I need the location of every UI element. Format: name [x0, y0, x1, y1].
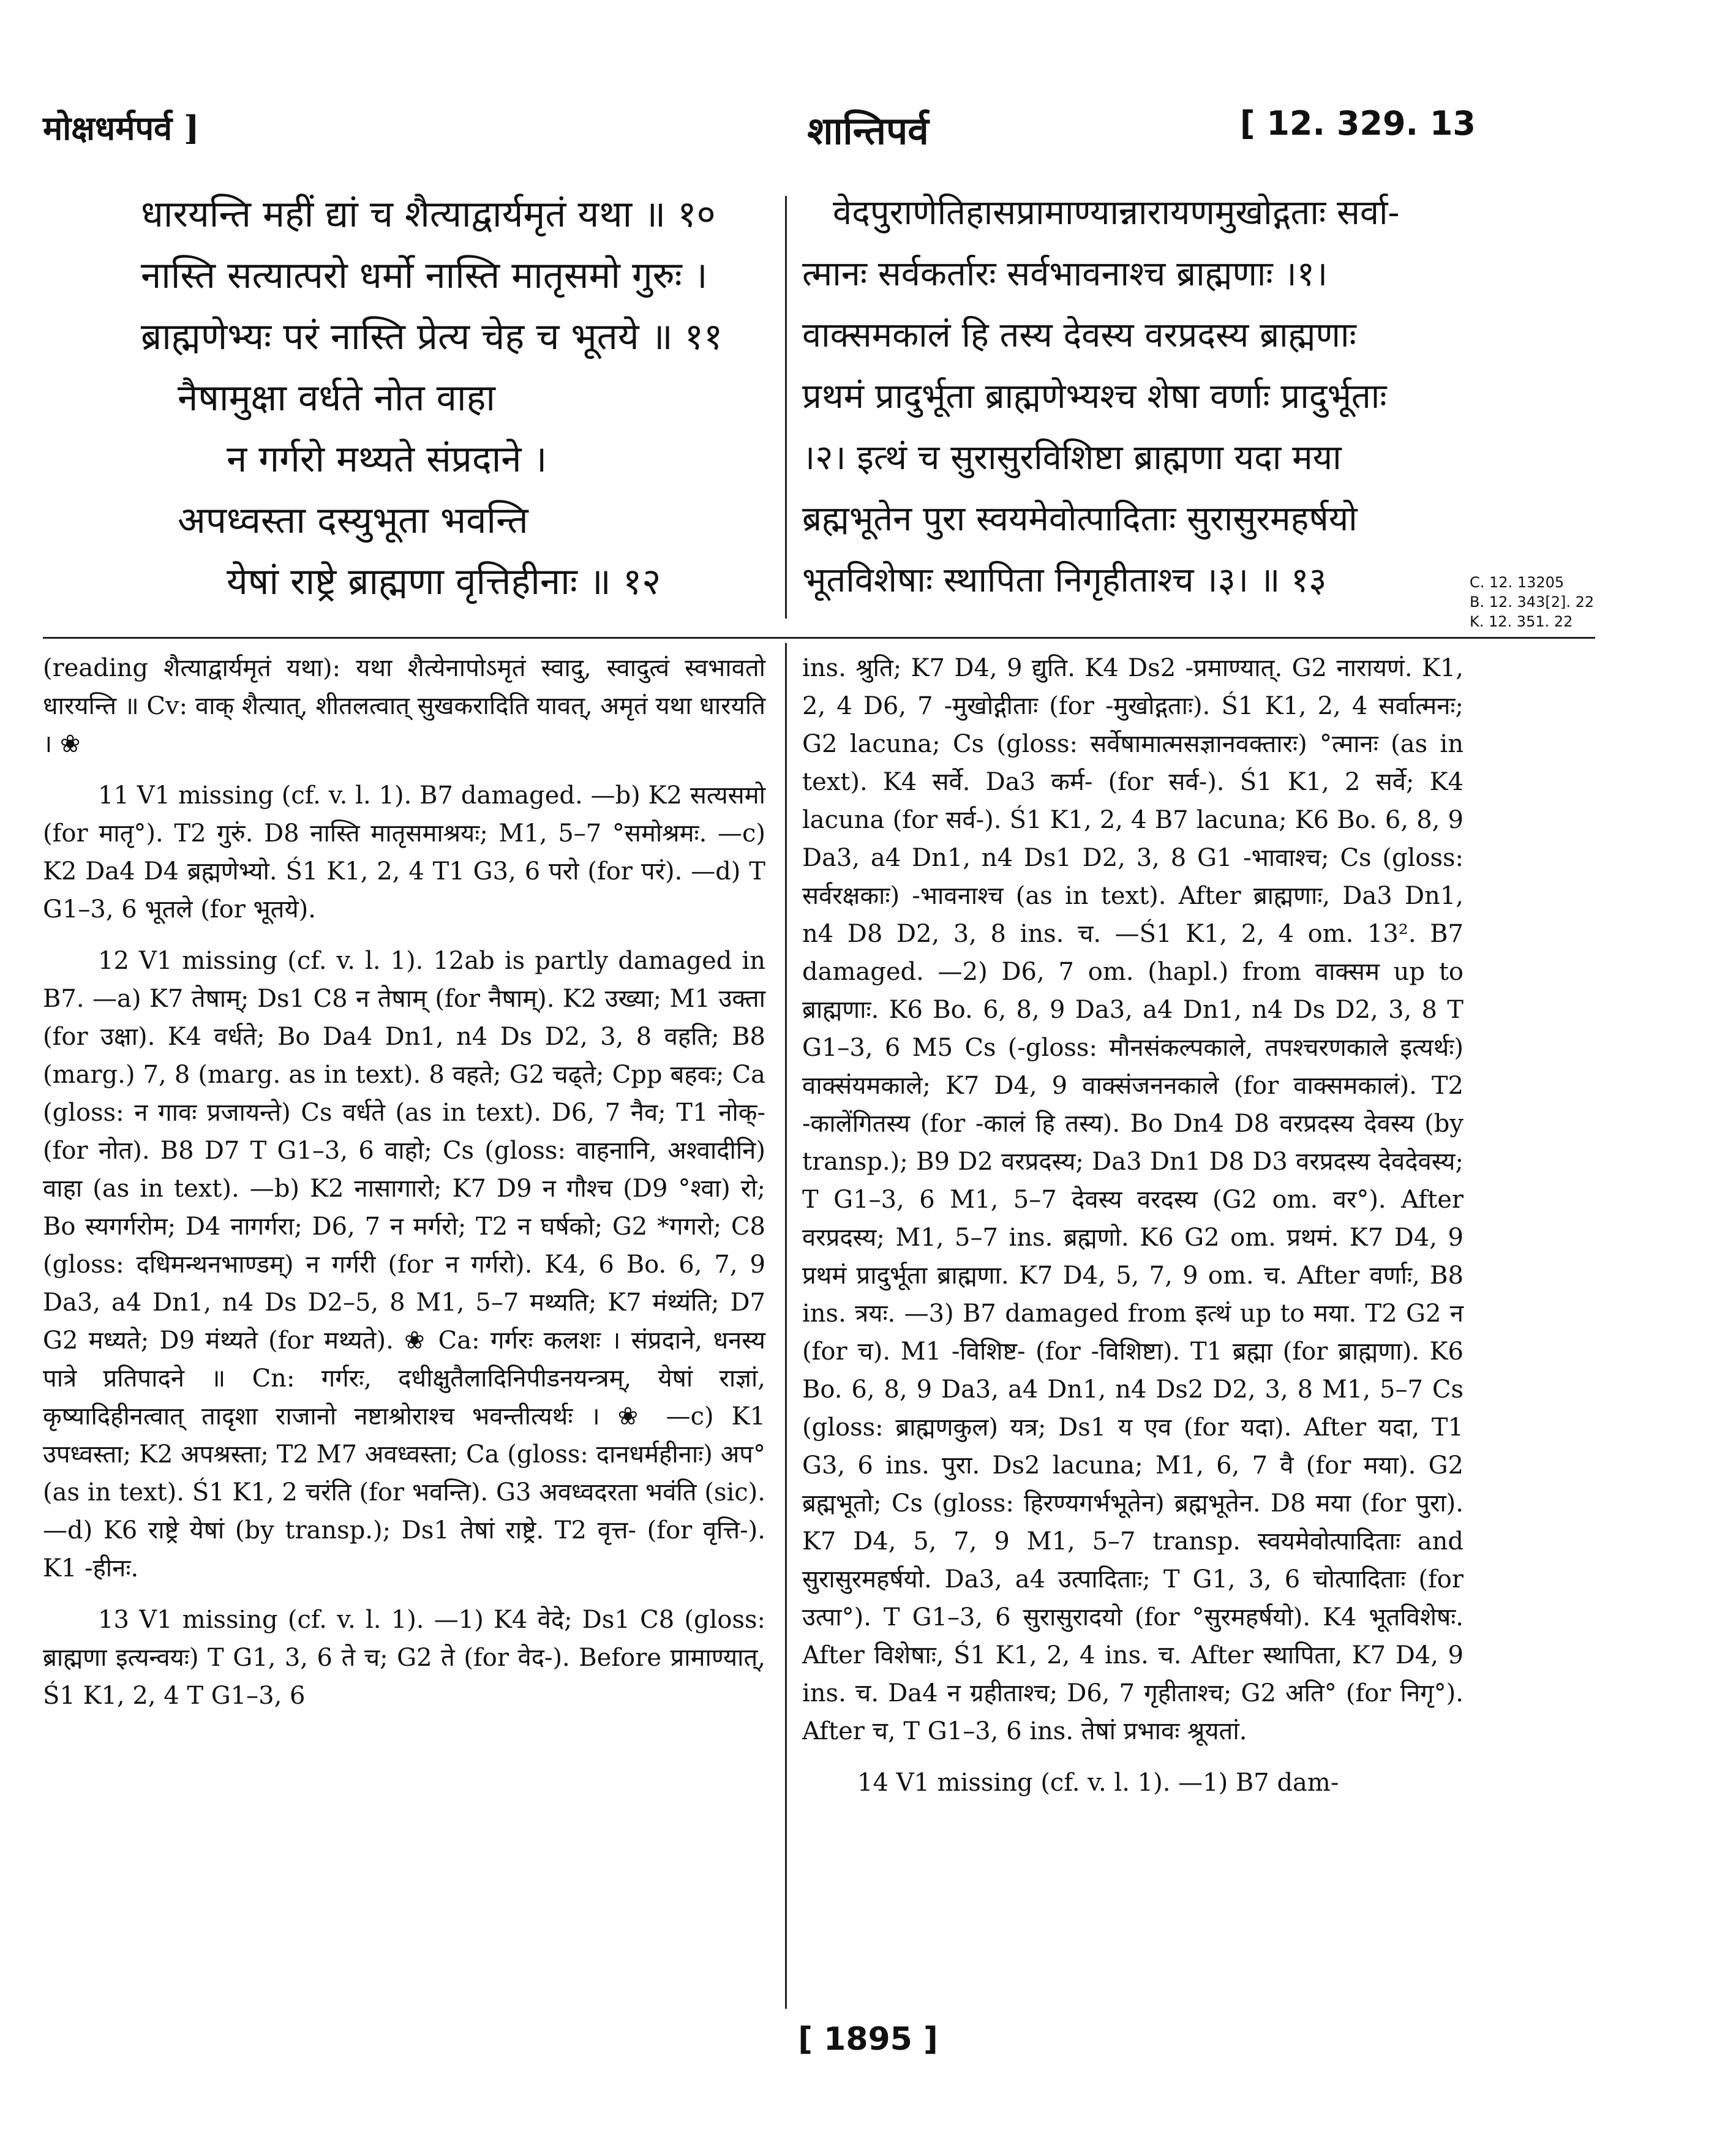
verse-line: भूतविशेषाः स्थापिता निगृहीताश्च ।३। ॥ १३	[802, 560, 1327, 600]
verse-line: अपध्वस्ता दस्युभूता भवन्ति	[178, 499, 528, 542]
verse-line: वाक्समकालं हि तस्य देवस्य वरप्रदस्य ब्राह्मणाः	[802, 315, 1356, 355]
concordance-ref: K. 12. 351. 22	[1470, 613, 1573, 630]
apparatus-note: (reading शैत्याद्वार्यमृतं यथा): यथा शैत्येनापोऽमृतं स्वादु, स्वादुत्वं स्वभावतो धारयन्ति ॥ Cv: वाक् शैत्यात्, शीतलत्वात् सुखकरादिति यावत्, अमृतं यथा धारयति । ❀	[43, 654, 765, 758]
page-number: [ 1895 ]	[798, 2021, 938, 2058]
verse-line: वेदपुराणेतिहासप्रामाण्यान्नारायणमुखोद्गताः सर्वा-	[833, 193, 1400, 233]
verse-line: नैषामुक्षा वर्धते नोत वाहा	[178, 377, 495, 420]
verse-line: त्मानः सर्वकर्तारः सर्वभावनाश्च ब्राह्मणाः ।१।	[802, 254, 1328, 294]
apparatus-note: 13 V1 missing (cf. v. l. 1). —1) K4 वेदे; Ds1 C8 (gloss: ब्राह्मणा इत्यन्वयः) T G1, 3, 6 ते च; G2 ते (for वेद-). Before प्रामाण्यात्, Ś1 K1, 2, 4 T G1–3, 6	[43, 1606, 765, 1710]
apparatus-left	[43, 649, 765, 1728]
verse-line: ब्राह्मणेभ्यः परं नास्ति प्रेत्य चेह च भूतये ॥ ११	[141, 315, 723, 358]
apparatus-rule	[43, 637, 1595, 639]
verse-line: नास्ति सत्यात्परो धर्मो नास्ति मातृसमो गुरुः ।	[141, 254, 708, 297]
running-head-title: शान्तिपर्व	[807, 108, 929, 153]
verse-line: येषां राष्ट्रे ब्राह्मणा वृत्तिहीनाः ॥ १२	[227, 560, 661, 603]
running-head-reference: [ 12. 329. 13	[1239, 104, 1476, 143]
verse-line: धारयन्ति महीं द्यां च शैत्याद्वार्यमृतं यथा ॥ १०	[141, 193, 716, 236]
apparatus-note: 11 V1 missing (cf. v. l. 1). B7 damaged. —b) K2 सत्यसमो (for मातृ°). T2 गुरुं. D8 नास्ति मातृसमाश्रयः; M1, 5–7 °समोश्रमः. —c) K2 Da4 D4 ब्रह्मणेभ्यो. Ś1 K1, 2, 4 T1 G3, 6 परो (for परं). —d) T G1–3, 6 भूतले (for भूतये).	[43, 781, 765, 924]
verse-line: न गर्गरो मथ्यते संप्रदाने ।	[227, 438, 547, 481]
running-head-left: मोक्षधर्मपर्व ]	[43, 108, 200, 148]
apparatus-column-divider	[785, 643, 787, 2009]
verse-column-divider	[785, 196, 787, 619]
apparatus-note: ins. श्रुति; K7 D4, 9 द्युति. K4 Ds2 -प्रमाण्यात्. G2 नारायणं. K1, 2, 4 D6, 7 -मुखोद्गीताः (for -मुखोद्गताः). Ś1 K1, 2, 4 सर्वात्मनः; G2 lacuna; Cs (gloss: सर्वेषामात्मसज्ञानवक्तारः) °त्मानः (as in text). K4 सर्वे. Da3 कर्म- (for सर्व-). Ś1 K1, 2 सर्वे; K4 lacuna (for सर्व-). Ś1 K1, 2, 4 B7 lacuna; K6 Bo. 6, 8, 9 Da3, a4 Dn1, n4 Ds1 D2, 3, 8 G1 -भावाश्च; Cs (gloss: सर्वरक्षकाः) -भावनाश्च (as in text). After ब्राह्मणाः, Da3 Dn1, n4 D8 D2, 3, 8 ins. च. —Ś1 K1, 2, 4 om. 13². B7 damaged. —2) D6, 7 om. (hapl.) from वाक्सम up to ब्राह्मणाः. K6 Bo. 6, 8, 9 Da3, a4 Dn1, n4 Ds D2, 3, 8 T G1–3, 6 M5 Cs (-gloss: मौनसंकल्पकाले, तपश्चरणकाले इत्यर्थः) वाक्संयमकाले; K7 D4, 9 वाक्संजननकाले (for वाक्समकालं). T2 -कालेंगितस्य (for -कालं हि तस्य). Bo Dn4 D8 वरप्रदस्य देवस्य (by transp.); B9 D2 वरप्रदस्य; Da3 Dn1 D8 D3 वरप्रदस्य देवदेवस्य; T G1–3, 6 M1, 5–7 देवस्य वरदस्य (G2 om. वर°). After वरप्रदस्य; M1, 5–7 ins. ब्रह्मणो. K6 G2 om. प्रथमं. K7 D4, 9 प्रथमं प्रादुर्भूता ब्राह्मणा. K7 D4, 5, 7, 9 om. च. After वर्णाः, B8 ins. त्रयः. —3) B7 damaged from इत्थं up to मया. T2 G2 न (for च). M1 -विशिष्ट- (for -विशिष्टा). T1 ब्रह्मा (for ब्राह्मणा). K6 Bo. 6, 8, 9 Da3, a4 Dn1, n4 Ds2 D2, 3, 8 M1, 5–7 Cs (gloss: ब्राह्मणकुल) यत्र; Ds1 य एव (for यदा). After यदा, T1 G3, 6 ins. पुरा. Ds2 lacuna; M1, 6, 7 वै (for मया). G2 ब्रह्मभूतो; Cs (gloss: हिरण्यगर्भभूतेन) ब्रह्मभूतेन. D8 मया (for पुरा). K7 D4, 5, 7, 9 M1, 5–7 transp. स्वयमेवोत्पादिताः and सुरासुरमहर्षयो. Da3, a4 उत्पादिताः; T G1, 3, 6 चोत्पादिताः (for उत्पा°). T G1–3, 6 सुरासुरादयो (for °सुरमहर्षयो). K4 भूतविशेषः. After विशेषाः, Ś1 K1, 2, 4 ins. च. After स्थापिता, K7 D4, 9 ins. च. Da4 न ग्रहीताश्च; D6, 7 गृहीताश्च; G2 अति° (for निगृ°). After च, T G1–3, 6 ins. तेषां प्रभावः श्रूयतां.	[802, 654, 1464, 1745]
apparatus-right	[802, 649, 1464, 1815]
verse-line: ब्रह्मभूतेन पुरा स्वयमेवोत्पादिताः सुरासुरमहर्षयो	[802, 499, 1358, 539]
concordance-ref: B. 12. 343[2]. 22	[1470, 593, 1595, 611]
apparatus-note: 12 V1 missing (cf. v. l. 1). 12ab is partly damaged in B7. —a) K7 तेषाम्; Ds1 C8 न तेषाम् (for नैषाम्). K2 उख्या; M1 उक्ता (for उक्षा). K4 वर्धते; Bo Da4 Dn1, n4 Ds D2, 3, 8 वहति; B8 (marg.) 7, 8 (marg. as in text). 8 वहते; G2 चढ्ते; Cpp बहवः; Ca (gloss: न गावः प्रजायन्ते) Cs वर्धते (as in text). D6, 7 नैव; T1 नोक्- (for नोत). B8 D7 T G1–3, 6 वाहो; Cs (gloss: वाहनानि, अश्वादीनि) वाहा (as in text). —b) K2 नासागारो; K7 D9 न गौश्च (D9 °श्वा) रो; Bo स्यगर्गरोम; D4 नागर्गरा; D6, 7 न मर्गरो; T2 न घर्षको; G2 *गगरो; C8 (gloss: दधिमन्थनभाण्डम्) न गर्गरी (for न गर्गरो). K4, 6 Bo. 6, 7, 9 Da3, a4 Dn1, n4 Ds D2–5, 8 M1, 5–7 मथ्यति; K7 मंथ्यंति; D7 G2 मध्यते; D9 मंथ्यते (for मथ्यते). ❀ Ca: गर्गरः कलशः । संप्रदाने, धनस्य पात्रे प्रतिपादने ॥ Cn: गर्गरः, दधीक्षुतैलादिनिपीडनयन्त्रम्, येषां राज्ञां, कृष्यादिहीनत्वात् तादृशा राजानो नष्टाश्रोराश्च भवन्तीत्यर्थः । ❀ —c) K1 उपध्वस्ता; K2 अपश्रस्ता; T2 M7 अवध्वस्ता; Ca (gloss: दानधर्महीनाः) अप° (as in text). Ś1 K1, 2 चरंति (for भवन्ति). G3 अवध्वदरता भवंति (sic). —d) K6 राष्ट्रे येषां (by transp.); Ds1 तेषां राष्ट्रे. T2 वृत्त- (for वृत्ति-). K1 -हीनः.	[43, 947, 765, 1582]
verse-line: प्रथमं प्रादुर्भूता ब्राह्मणेभ्यश्च शेषा वर्णाः प्रादुर्भूताः	[802, 377, 1387, 416]
concordance-ref: C. 12. 13205	[1470, 574, 1565, 591]
concordance-refs	[1470, 573, 1594, 631]
verse-line: ।२। इत्थं च सुरासुरविशिष्टा ब्राह्मणा यदा मया	[802, 438, 1342, 478]
apparatus-note: 14 V1 missing (cf. v. l. 1). —1) B7 dam-	[857, 1769, 1339, 1797]
